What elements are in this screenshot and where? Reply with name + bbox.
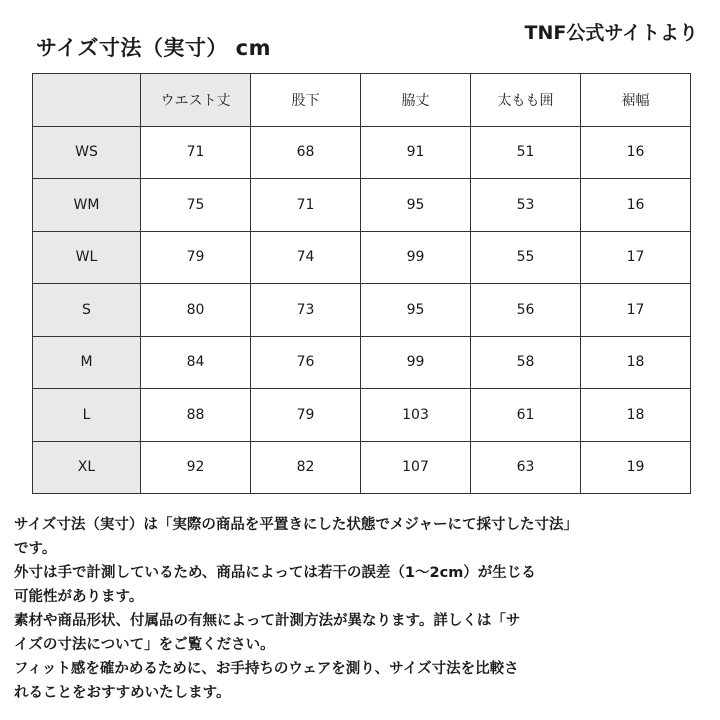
table-cell: 58	[471, 336, 581, 389]
table-cell: 53	[471, 179, 581, 232]
note-line: 素材や商品形状、付属品の有無によって計測方法が異なります。詳しくは「サ	[14, 613, 521, 629]
table-cell: 16	[581, 179, 691, 232]
table-row	[33, 336, 691, 389]
note-line: サイズ寸法（実寸）は「実際の商品を平置きにした状態でメジャーにて採寸した寸法」	[14, 517, 579, 533]
table-cell: 63	[471, 441, 581, 494]
table-cell: 79	[141, 231, 251, 284]
size-table	[32, 73, 691, 494]
table-cell: 55	[471, 231, 581, 284]
size-label: WL	[33, 231, 141, 284]
table-cell: 80	[141, 284, 251, 337]
note-line: イズの寸法について」をご覧ください。	[14, 637, 275, 653]
header-waist-length: ウエスト丈	[141, 74, 251, 127]
table-row	[33, 179, 691, 232]
table-cell: 56	[471, 284, 581, 337]
table-cell: 84	[141, 336, 251, 389]
size-label: XL	[33, 441, 141, 494]
size-label: S	[33, 284, 141, 337]
table-cell: 74	[251, 231, 361, 284]
note-line: です。	[14, 541, 57, 557]
table-cell: 71	[141, 126, 251, 179]
table-cell: 103	[361, 389, 471, 442]
table-header-row	[33, 74, 691, 127]
table-cell: 51	[471, 126, 581, 179]
note-line: れることをおすすめいたします。	[14, 685, 231, 701]
table-row	[33, 126, 691, 179]
table-cell: 99	[361, 336, 471, 389]
table-cell: 91	[361, 126, 471, 179]
table-cell: 75	[141, 179, 251, 232]
table-cell: 107	[361, 441, 471, 494]
page-title: サイズ寸法（実寸） cm	[36, 36, 271, 60]
header-thigh: 太もも囲	[471, 74, 581, 127]
table-cell: 99	[361, 231, 471, 284]
table-cell: 79	[251, 389, 361, 442]
size-label: L	[33, 389, 141, 442]
header-side-length: 脇丈	[361, 74, 471, 127]
table-row	[33, 231, 691, 284]
note-line: フィット感を確かめるために、お手持ちのウェアを測り、サイズ寸法を比較さ	[14, 661, 519, 677]
table-row	[33, 284, 691, 337]
source-label: TNF公式サイトより	[524, 22, 698, 44]
table-cell: 95	[361, 179, 471, 232]
note-line: 外寸は手で計測しているため、商品によっては若干の誤差（1～2cm）が生じる	[14, 565, 536, 581]
size-label: M	[33, 336, 141, 389]
size-label: WM	[33, 179, 141, 232]
table-cell: 17	[581, 284, 691, 337]
table-cell: 18	[581, 336, 691, 389]
notes-block	[14, 513, 714, 705]
table-cell: 61	[471, 389, 581, 442]
table-cell: 76	[251, 336, 361, 389]
table-cell: 92	[141, 441, 251, 494]
table-row	[33, 441, 691, 494]
header-corner	[33, 74, 141, 127]
table-cell: 19	[581, 441, 691, 494]
table-cell: 82	[251, 441, 361, 494]
table-cell: 68	[251, 126, 361, 179]
table-cell: 18	[581, 389, 691, 442]
table-cell: 17	[581, 231, 691, 284]
size-label: WS	[33, 126, 141, 179]
note-line: 可能性があります。	[14, 589, 144, 605]
table-cell: 16	[581, 126, 691, 179]
table-cell: 73	[251, 284, 361, 337]
table-row	[33, 389, 691, 442]
header-hem-width: 裾幅	[581, 74, 691, 127]
header-inseam: 股下	[251, 74, 361, 127]
table-cell: 71	[251, 179, 361, 232]
table-cell: 88	[141, 389, 251, 442]
table-cell: 95	[361, 284, 471, 337]
